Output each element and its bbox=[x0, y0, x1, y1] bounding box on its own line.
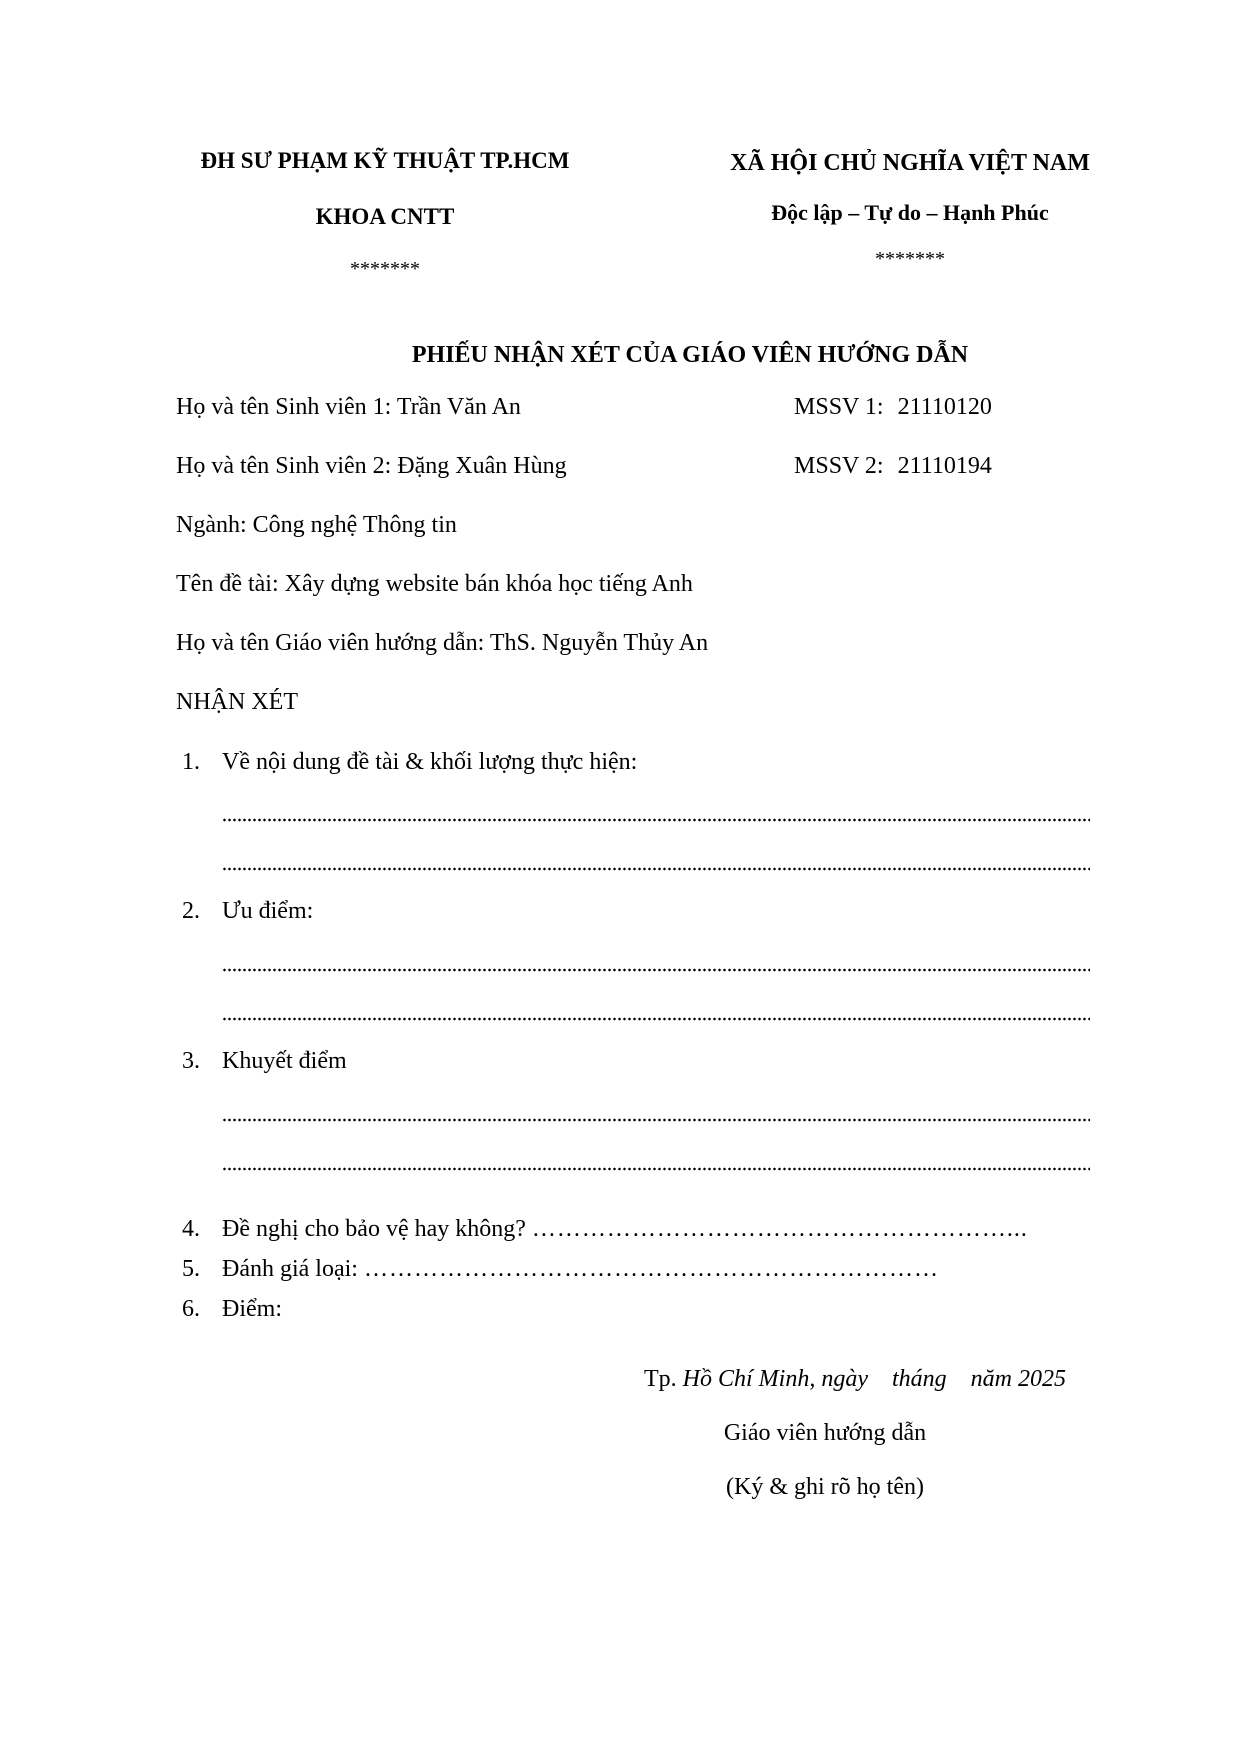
comment-item-5 bbox=[182, 1256, 939, 1283]
student2-id bbox=[794, 453, 992, 480]
comment-item-2 bbox=[182, 898, 313, 925]
item-label: Về nội dung đề tài & khối lượng thực hiện: bbox=[222, 749, 638, 775]
item-number: 2. bbox=[182, 898, 200, 924]
item-number: 6. bbox=[182, 1296, 200, 1322]
comment-item-4 bbox=[182, 1216, 1028, 1243]
signer-role: Giáo viên hướng dẫn bbox=[723, 1420, 927, 1446]
student1-name: Họ và tên Sinh viên 1: Trần Văn An bbox=[176, 394, 521, 420]
student2-name: Họ và tên Sinh viên 2: Đặng Xuân Hùng bbox=[176, 453, 567, 479]
comments-heading: NHẬN XÉT bbox=[176, 689, 298, 715]
item-label: Đánh giá loại: bbox=[222, 1256, 358, 1282]
item-label: Khuyết điểm bbox=[222, 1048, 347, 1074]
rating-field[interactable]: …………………………………………………………… bbox=[363, 1256, 939, 1282]
student1-id bbox=[794, 394, 992, 421]
header-left-stars: ******* bbox=[350, 258, 420, 280]
signature-note: (Ký & ghi rõ họ tên) bbox=[726, 1474, 924, 1500]
faculty-name: KHOA CNTT bbox=[315, 204, 455, 229]
item-label: Điểm: bbox=[222, 1296, 282, 1322]
place-prefix: Tp. bbox=[644, 1366, 677, 1392]
answer-line-1a[interactable] bbox=[222, 818, 1090, 822]
student2-id-value: 21110194 bbox=[897, 453, 992, 479]
item-number: 3. bbox=[182, 1048, 200, 1074]
student1-id-value: 21110120 bbox=[897, 394, 992, 420]
page-title: PHIẾU NHẬN XÉT CỦA GIÁO VIÊN HƯỚNG DẪN bbox=[411, 342, 969, 368]
answer-line-1b[interactable] bbox=[222, 867, 1090, 871]
item-label: Ưu điểm: bbox=[222, 898, 314, 924]
answer-line-2b[interactable] bbox=[222, 1017, 1090, 1021]
item-number: 1. bbox=[182, 749, 200, 775]
university-name: ĐH SƯ PHẠM KỸ THUẬT TP.HCM bbox=[200, 148, 570, 173]
place-date-text: Hồ Chí Minh, ngày tháng năm 2025 bbox=[682, 1366, 1066, 1392]
comment-item-6 bbox=[182, 1296, 282, 1323]
student2-id-label: MSSV 2: bbox=[794, 453, 884, 479]
national-motto: Độc lập – Tự do – Hạnh Phúc bbox=[771, 200, 1049, 225]
header-right-stars: ******* bbox=[875, 248, 945, 270]
comment-item-3 bbox=[182, 1048, 347, 1075]
country-name: XÃ HỘI CHỦ NGHĨA VIỆT NAM bbox=[730, 150, 1090, 176]
student1-id-label: MSSV 1: bbox=[794, 394, 884, 420]
place-date bbox=[620, 1366, 1090, 1393]
item-number: 4. bbox=[182, 1216, 200, 1242]
item-label: Đề nghị cho bảo vệ hay không? bbox=[222, 1216, 526, 1242]
item-number: 5. bbox=[182, 1256, 200, 1282]
defense-recommendation-field[interactable]: …………………………………………………... bbox=[531, 1216, 1028, 1242]
answer-line-2a[interactable] bbox=[222, 968, 1090, 972]
topic: Tên đề tài: Xây dựng website bán khóa học tiếng Anh bbox=[176, 571, 693, 597]
major: Ngành: Công nghệ Thông tin bbox=[176, 512, 457, 538]
comment-item-1 bbox=[182, 749, 637, 776]
answer-line-3a[interactable] bbox=[222, 1118, 1090, 1122]
advisor: Họ và tên Giáo viên hướng dẫn: ThS. Nguyễn Thủy An bbox=[176, 630, 709, 656]
answer-line-3b[interactable] bbox=[222, 1167, 1090, 1171]
